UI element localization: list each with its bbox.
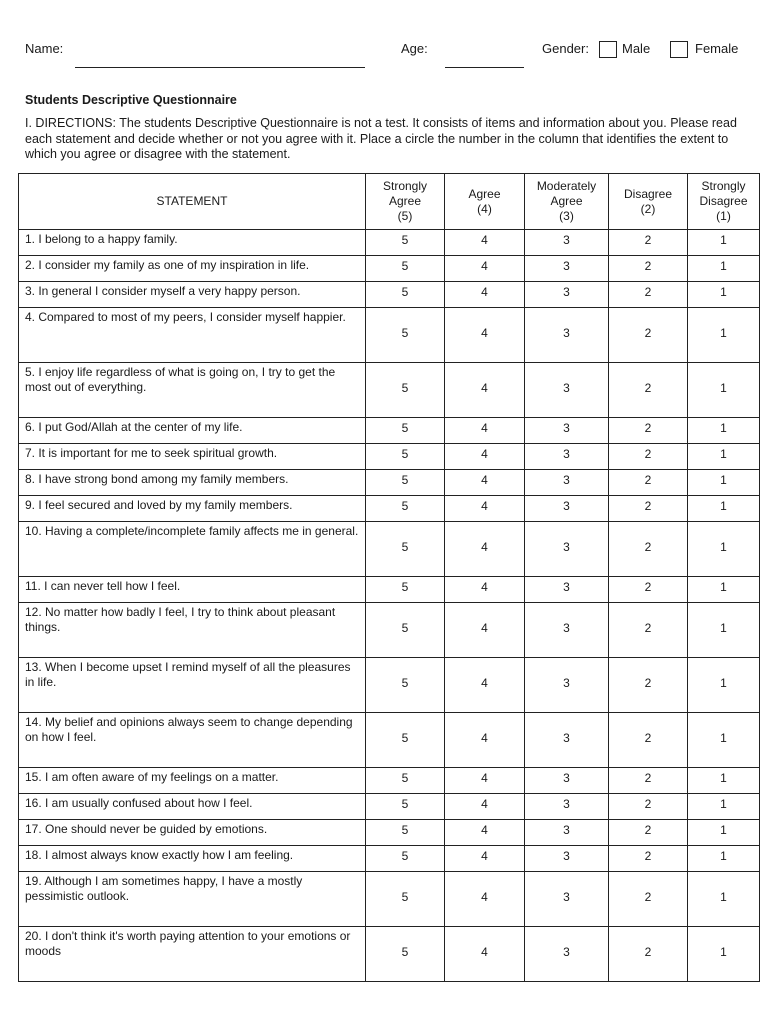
rating-option[interactable]: 4 bbox=[445, 418, 525, 444]
rating-option[interactable]: 2 bbox=[609, 768, 688, 794]
rating-option[interactable]: 2 bbox=[609, 603, 688, 658]
rating-option[interactable]: 5 bbox=[366, 846, 445, 872]
rating-option[interactable]: 1 bbox=[688, 444, 760, 470]
rating-option[interactable]: 1 bbox=[688, 713, 760, 768]
questionnaire-title: Students Descriptive Questionnaire bbox=[25, 93, 237, 107]
rating-option[interactable]: 4 bbox=[445, 308, 525, 363]
table-row bbox=[19, 363, 760, 418]
rating-option[interactable]: 1 bbox=[688, 363, 760, 418]
name-field[interactable] bbox=[75, 67, 365, 68]
rating-option[interactable]: 1 bbox=[688, 603, 760, 658]
rating-option[interactable]: 5 bbox=[366, 872, 445, 927]
rating-option[interactable]: 5 bbox=[366, 713, 445, 768]
statement-cell: 20. I don't think it's worth paying attention to your emotions or moods bbox=[19, 927, 366, 982]
rating-option[interactable]: 1 bbox=[688, 522, 760, 577]
rating-option[interactable]: 1 bbox=[688, 577, 760, 603]
rating-option[interactable]: 4 bbox=[445, 282, 525, 308]
rating-option[interactable]: 5 bbox=[366, 577, 445, 603]
column-header: Agree (4) bbox=[445, 174, 525, 230]
statement-cell: 6. I put God/Allah at the center of my life. bbox=[19, 418, 366, 444]
rating-option[interactable]: 3 bbox=[525, 768, 609, 794]
table-row bbox=[19, 496, 760, 522]
statement-cell: 15. I am often aware of my feelings on a matter. bbox=[19, 768, 366, 794]
rating-option[interactable]: 4 bbox=[445, 768, 525, 794]
table-row bbox=[19, 927, 760, 982]
statement-cell: 7. It is important for me to seek spiritual growth. bbox=[19, 444, 366, 470]
gender-label: Gender: bbox=[542, 41, 589, 56]
rating-option[interactable]: 3 bbox=[525, 444, 609, 470]
statement-cell: 13. When I become upset I remind myself of all the pleasures in life. bbox=[19, 658, 366, 713]
rating-option[interactable]: 5 bbox=[366, 820, 445, 846]
rating-option[interactable]: 5 bbox=[366, 794, 445, 820]
table-row bbox=[19, 470, 760, 496]
statement-cell: 1. I belong to a happy family. bbox=[19, 230, 366, 256]
rating-option[interactable]: 1 bbox=[688, 418, 760, 444]
statement-cell: 14. My belief and opinions always seem to change depending on how I feel. bbox=[19, 713, 366, 768]
male-label: Male bbox=[622, 41, 651, 56]
statement-cell: 17. One should never be guided by emotions. bbox=[19, 820, 366, 846]
rating-option[interactable]: 1 bbox=[688, 927, 760, 982]
table-row bbox=[19, 256, 760, 282]
table-row bbox=[19, 794, 760, 820]
rating-option[interactable]: 2 bbox=[609, 872, 688, 927]
rating-option[interactable]: 3 bbox=[525, 927, 609, 982]
statement-cell: 2. I consider my family as one of my inspiration in life. bbox=[19, 256, 366, 282]
table-row bbox=[19, 230, 760, 256]
rating-option[interactable]: 3 bbox=[525, 470, 609, 496]
rating-option[interactable]: 5 bbox=[366, 282, 445, 308]
table-row bbox=[19, 444, 760, 470]
rating-option[interactable]: 4 bbox=[445, 230, 525, 256]
rating-option[interactable]: 2 bbox=[609, 794, 688, 820]
rating-option[interactable]: 3 bbox=[525, 230, 609, 256]
rating-option[interactable]: 4 bbox=[445, 496, 525, 522]
female-checkbox[interactable] bbox=[670, 41, 688, 58]
statement-cell: 18. I almost always know exactly how I am feeling. bbox=[19, 846, 366, 872]
rating-option[interactable]: 5 bbox=[366, 768, 445, 794]
statement-cell: 3. In general I consider myself a very happy person. bbox=[19, 282, 366, 308]
statement-cell: 16. I am usually confused about how I feel. bbox=[19, 794, 366, 820]
rating-option[interactable]: 2 bbox=[609, 363, 688, 418]
rating-option[interactable]: 4 bbox=[445, 794, 525, 820]
rating-option[interactable]: 1 bbox=[688, 794, 760, 820]
rating-option[interactable]: 2 bbox=[609, 282, 688, 308]
rating-option[interactable]: 4 bbox=[445, 658, 525, 713]
rating-option[interactable]: 4 bbox=[445, 577, 525, 603]
rating-option[interactable]: 5 bbox=[366, 418, 445, 444]
table-row bbox=[19, 308, 760, 363]
rating-option[interactable]: 3 bbox=[525, 418, 609, 444]
rating-option[interactable]: 4 bbox=[445, 927, 525, 982]
column-header: Disagree (2) bbox=[609, 174, 688, 230]
rating-option[interactable]: 4 bbox=[445, 713, 525, 768]
rating-option[interactable]: 2 bbox=[609, 496, 688, 522]
rating-option[interactable]: 3 bbox=[525, 846, 609, 872]
statement-cell: 19. Although I am sometimes happy, I have a mostly pessimistic outlook. bbox=[19, 872, 366, 927]
rating-option[interactable]: 2 bbox=[609, 658, 688, 713]
table-row bbox=[19, 820, 760, 846]
directions-text: I. DIRECTIONS: The students Descriptive Questionnaire is not a test. It consists of items and information about you. Please read each statement and decide whether or not you agree with it. Place a circle the number in the column that identifies the extent to which you agree or disagree with the statement. bbox=[25, 116, 737, 161]
statement-cell: 4. Compared to most of my peers, I consider myself happier. bbox=[19, 308, 366, 363]
table-row bbox=[19, 603, 760, 658]
rating-option[interactable]: 4 bbox=[445, 256, 525, 282]
statement-cell: 5. I enjoy life regardless of what is going on, I try to get the most out of everything. bbox=[19, 363, 366, 418]
rating-option[interactable]: 2 bbox=[609, 256, 688, 282]
rating-option[interactable]: 5 bbox=[366, 470, 445, 496]
rating-option[interactable]: 5 bbox=[366, 363, 445, 418]
rating-option[interactable]: 2 bbox=[609, 418, 688, 444]
rating-option[interactable]: 2 bbox=[609, 522, 688, 577]
rating-option[interactable]: 5 bbox=[366, 603, 445, 658]
rating-option[interactable]: 3 bbox=[525, 603, 609, 658]
rating-option[interactable]: 5 bbox=[366, 256, 445, 282]
column-header: Moderately Agree (3) bbox=[525, 174, 609, 230]
rating-option[interactable]: 4 bbox=[445, 872, 525, 927]
table-row bbox=[19, 282, 760, 308]
rating-option[interactable]: 2 bbox=[609, 308, 688, 363]
rating-option[interactable]: 1 bbox=[688, 768, 760, 794]
rating-option[interactable]: 1 bbox=[688, 846, 760, 872]
rating-option[interactable]: 4 bbox=[445, 820, 525, 846]
rating-option[interactable]: 1 bbox=[688, 256, 760, 282]
rating-option[interactable]: 1 bbox=[688, 230, 760, 256]
rating-option[interactable]: 3 bbox=[525, 496, 609, 522]
rating-option[interactable]: 3 bbox=[525, 794, 609, 820]
table-header-row bbox=[19, 174, 760, 230]
column-header: Strongly Agree (5) bbox=[366, 174, 445, 230]
rating-option[interactable]: 4 bbox=[445, 444, 525, 470]
name-label: Name: bbox=[25, 41, 64, 56]
statement-cell: 10. Having a complete/incomplete family affects me in general. bbox=[19, 522, 366, 577]
rating-option[interactable]: 3 bbox=[525, 820, 609, 846]
rating-option[interactable]: 2 bbox=[609, 927, 688, 982]
statement-cell: 8. I have strong bond among my family members. bbox=[19, 470, 366, 496]
rating-option[interactable]: 4 bbox=[445, 470, 525, 496]
rating-option[interactable]: 4 bbox=[445, 363, 525, 418]
rating-option[interactable]: 3 bbox=[525, 256, 609, 282]
rating-option[interactable]: 3 bbox=[525, 872, 609, 927]
table-row bbox=[19, 522, 760, 577]
table-row bbox=[19, 713, 760, 768]
rating-option[interactable]: 3 bbox=[525, 658, 609, 713]
questionnaire-table bbox=[18, 173, 760, 982]
rating-option[interactable]: 4 bbox=[445, 846, 525, 872]
age-label: Age: bbox=[401, 41, 428, 56]
rating-option[interactable]: 2 bbox=[609, 230, 688, 256]
rating-option[interactable]: 1 bbox=[688, 282, 760, 308]
rating-option[interactable]: 5 bbox=[366, 927, 445, 982]
male-checkbox[interactable] bbox=[599, 41, 617, 58]
rating-option[interactable]: 2 bbox=[609, 713, 688, 768]
rating-option[interactable]: 3 bbox=[525, 308, 609, 363]
age-field[interactable] bbox=[445, 67, 524, 68]
rating-option[interactable]: 1 bbox=[688, 470, 760, 496]
table-row bbox=[19, 768, 760, 794]
rating-option[interactable]: 3 bbox=[525, 282, 609, 308]
female-label: Female bbox=[695, 41, 739, 56]
rating-option[interactable]: 1 bbox=[688, 308, 760, 363]
rating-option[interactable]: 5 bbox=[366, 308, 445, 363]
rating-option[interactable]: 5 bbox=[366, 496, 445, 522]
rating-option[interactable]: 1 bbox=[688, 496, 760, 522]
rating-option[interactable]: 2 bbox=[609, 820, 688, 846]
rating-option[interactable]: 5 bbox=[366, 522, 445, 577]
table-row bbox=[19, 872, 760, 927]
rating-option[interactable]: 2 bbox=[609, 846, 688, 872]
rating-option[interactable]: 2 bbox=[609, 470, 688, 496]
statement-header: STATEMENT bbox=[19, 174, 366, 230]
rating-option[interactable]: 5 bbox=[366, 658, 445, 713]
rating-option[interactable]: 5 bbox=[366, 230, 445, 256]
table-row bbox=[19, 577, 760, 603]
rating-option[interactable]: 3 bbox=[525, 522, 609, 577]
rating-option[interactable]: 4 bbox=[445, 603, 525, 658]
rating-option[interactable]: 3 bbox=[525, 713, 609, 768]
rating-option[interactable]: 1 bbox=[688, 872, 760, 927]
rating-option[interactable]: 1 bbox=[688, 658, 760, 713]
rating-option[interactable]: 2 bbox=[609, 444, 688, 470]
statement-cell: 11. I can never tell how I feel. bbox=[19, 577, 366, 603]
statement-cell: 9. I feel secured and loved by my family members. bbox=[19, 496, 366, 522]
rating-option[interactable]: 5 bbox=[366, 444, 445, 470]
table-row bbox=[19, 418, 760, 444]
rating-option[interactable]: 3 bbox=[525, 577, 609, 603]
column-header: Strongly Disagree (1) bbox=[688, 174, 760, 230]
rating-option[interactable]: 2 bbox=[609, 577, 688, 603]
statement-cell: 12. No matter how badly I feel, I try to think about pleasant things. bbox=[19, 603, 366, 658]
table-row bbox=[19, 846, 760, 872]
rating-option[interactable]: 4 bbox=[445, 522, 525, 577]
rating-option[interactable]: 3 bbox=[525, 363, 609, 418]
rating-option[interactable]: 1 bbox=[688, 820, 760, 846]
table-row bbox=[19, 658, 760, 713]
